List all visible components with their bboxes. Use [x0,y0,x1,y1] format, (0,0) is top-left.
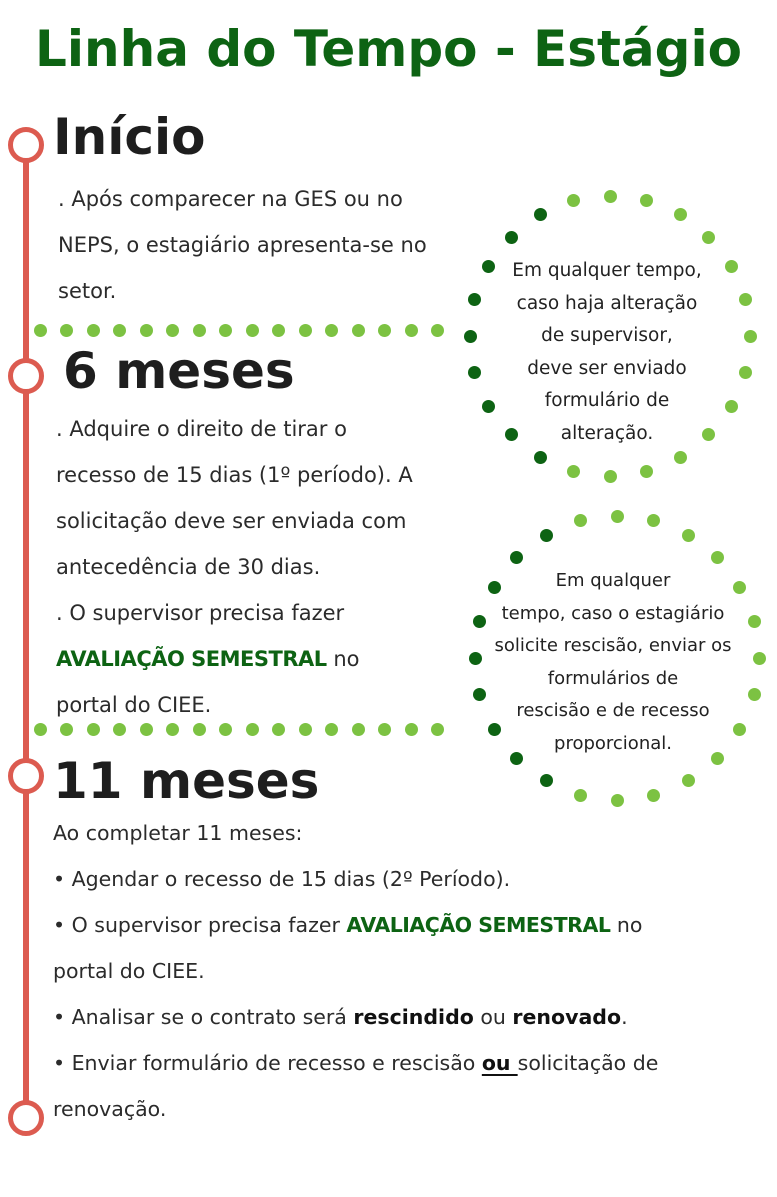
note-termination: Em qualquer tempo, caso o estagiário solicite rescisão, enviar os formulários de rescisão e de recesso proporcional. [494,570,732,754]
circle-dot [482,260,495,273]
start-line-1: . Após comparecer na GES ou no [58,187,403,211]
separator-dot [60,324,73,337]
circle-dot [702,231,715,244]
timeline-node-end [8,1100,44,1136]
eleven-months-bullet-2-cont: portal do CIEE. [53,959,205,983]
circle-dot [739,293,752,306]
separator-dot [431,723,444,736]
start-line-3: setor. [58,279,117,303]
timeline-node-11-months [8,758,44,794]
circle-dot [567,465,580,478]
circle-dot [725,260,738,273]
circle-dot [468,293,481,306]
eleven-months-bullet-2: • O supervisor precisa fazer AVALIAÇÃO SEMESTRAL no [53,913,643,937]
separator-dot [246,324,259,337]
six-months-line-2: recesso de 15 dias (1º período). A [56,463,413,487]
separator-dot [34,324,47,337]
circle-dot [682,529,695,542]
six-months-text [56,406,413,728]
six-months-line-3: solicitação deve ser enviada com [56,509,407,533]
circle-dot [739,366,752,379]
circle-dot [540,529,553,542]
six-months-line-1: . Adquire o direito de tirar o [56,417,347,441]
separator-dot [325,324,338,337]
circle-dot [748,615,761,628]
circle-dot [505,231,518,244]
circle-dot [604,190,617,203]
six-months-line-7: portal do CIEE. [56,693,212,717]
separator-dot [87,723,100,736]
circle-dot [567,194,580,207]
note-supervisor-change: Em qualquer tempo, caso haja alteração de supervisor, deve ser enviado formulário de alteração. [512,260,702,444]
separator-dot [352,324,365,337]
separator-dot [272,723,285,736]
circle-dot [674,208,687,221]
separator-dot [405,324,418,337]
circle-dot [611,510,624,523]
separator-dot [219,324,232,337]
circle-dot [744,330,757,343]
eleven-months-bullet-4-cont: renovação. [53,1097,167,1121]
heading-start: Início [53,108,206,166]
timeline-line [23,150,29,1110]
circle-dot [711,551,724,564]
circle-dot [540,774,553,787]
separator-dot [299,324,312,337]
separator-dot [193,324,206,337]
heading-11-months: 11 meses [53,752,320,810]
circle-dot [534,208,547,221]
six-months-line-5: . O supervisor precisa fazer [56,601,345,625]
circle-dot [748,688,761,701]
separator-dot [272,324,285,337]
eleven-months-bullet-4: • Enviar formulário de recesso e rescisão ou solicitação de [53,1051,659,1075]
separator-dot [87,324,100,337]
eleven-months-bullet-3: • Analisar se o contrato será rescindido ou renovado. [53,1005,628,1029]
circle-dot [640,194,653,207]
eleven-months-bullet-1: • Agendar o recesso de 15 dias (2º Período). [53,867,511,891]
separator-dot [140,723,153,736]
six-months-line-6: AVALIAÇÃO SEMESTRAL no [56,647,360,671]
separator-dot [325,723,338,736]
separator-dot [246,723,259,736]
six-months-line-4: antecedência de 30 dias. [56,555,321,579]
separator-dot [431,324,444,337]
separator-dot [352,723,365,736]
circle-dot [611,794,624,807]
evaluation-highlight-2: AVALIAÇÃO SEMESTRAL [346,913,611,937]
separator-dot [113,324,126,337]
circle-dot [682,774,695,787]
heading-6-months: 6 meses [63,342,295,400]
separator-dot [140,324,153,337]
timeline-node-6-months [8,358,44,394]
circle-dot [534,451,547,464]
circle-dot [647,789,660,802]
eleven-months-text [53,810,658,1132]
circle-dot [482,400,495,413]
circle-dot [647,514,660,527]
circle-dot [640,465,653,478]
circle-dot [604,470,617,483]
eleven-months-intro: Ao completar 11 meses: [53,821,303,845]
timeline-node-start [8,127,44,163]
separator-dot [193,723,206,736]
circle-dot [468,366,481,379]
circle-dot [725,400,738,413]
separator-dot [166,723,179,736]
circle-dot [574,514,587,527]
evaluation-highlight: AVALIAÇÃO SEMESTRAL [56,647,327,671]
page-title: Linha do Tempo - Estágio [35,20,742,78]
separator-dot [219,723,232,736]
separator-dot [60,723,73,736]
separator-dot [378,324,391,337]
circle-dot [753,652,766,665]
separator-dot [34,723,47,736]
separator-dot [378,723,391,736]
circle-dot [674,451,687,464]
circle-dot [510,551,523,564]
separator-dot [113,723,126,736]
separator-dot [299,723,312,736]
circle-dot [574,789,587,802]
separator-dot [166,324,179,337]
start-text [58,176,427,314]
separator-dot [405,723,418,736]
circle-dot [464,330,477,343]
start-line-2: NEPS, o estagiário apresenta-se no [58,233,427,257]
